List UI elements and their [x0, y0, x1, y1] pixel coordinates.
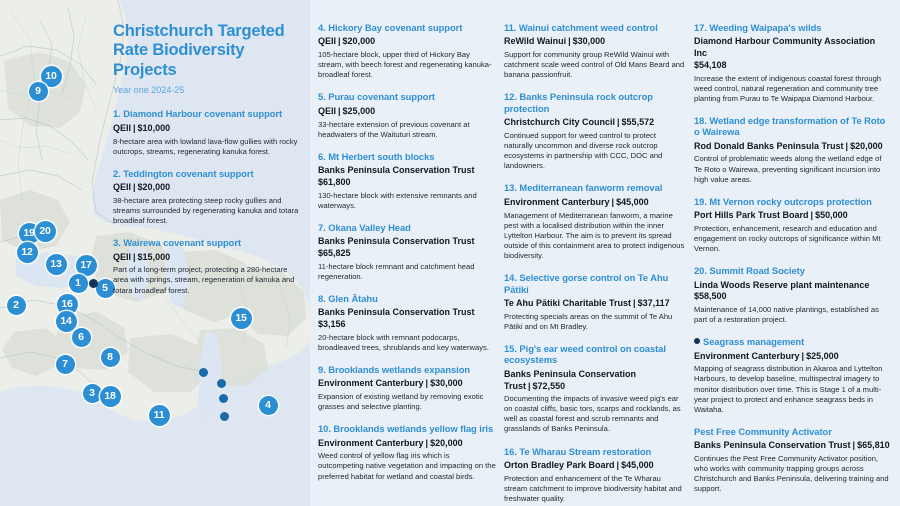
project-funder: Christchurch City Council: [504, 117, 616, 128]
page-title-line2: Rate Biodiversity Projects: [113, 41, 245, 79]
map-marker-5[interactable]: 5: [96, 279, 115, 298]
map-marker-14[interactable]: 14: [56, 311, 77, 332]
map-marker-16[interactable]: 16: [57, 294, 78, 315]
project-amount: $50,000: [815, 210, 848, 221]
project-funder-amount: [694, 210, 890, 222]
map-marker-13[interactable]: 13: [46, 254, 67, 275]
project-title: 8. Glen Ātahu: [318, 292, 378, 304]
project-title: 16. Te Wharau Stream restoration: [504, 445, 652, 457]
project-title: 17. Weeding Waipapa's wilds: [694, 22, 822, 33]
project-funder: Rod Donald Banks Peninsula Trust: [694, 140, 844, 151]
project-entry: [694, 196, 890, 254]
project-funder: QEII: [113, 122, 132, 133]
project-funder-amount: [694, 280, 890, 303]
project-entry: [318, 423, 496, 481]
project-amount: $72,550: [532, 380, 566, 391]
project-amount: $25,000: [342, 105, 376, 116]
map-marker-18[interactable]: 18: [100, 386, 121, 407]
project-title: 2. Teddington covenant support: [113, 167, 254, 179]
project-funder: Banks Peninsula Conservation Trust: [504, 368, 637, 391]
project-entry: [318, 222, 496, 282]
project-amount: $65,810: [857, 440, 890, 451]
project-funder: Banks Peninsula Conservation Trust: [694, 440, 851, 451]
project-entry: [113, 168, 303, 226]
project-entry: [318, 22, 496, 80]
map-site-dot[interactable]: [89, 279, 98, 288]
column-1: [113, 22, 303, 296]
project-amount: $45,000: [616, 196, 649, 207]
map-marker-2[interactable]: 2: [7, 296, 26, 315]
funder-amount-separator: |: [338, 105, 341, 116]
project-title: 19. Mt Vernon rocky outcrops protection: [694, 195, 872, 207]
project-funder: QEII: [318, 105, 337, 116]
project-description: Mapping of seagrass distribution in Akaroa and Lyttelton Harbours, to develop baseline, multispectral imagery to monitor distribution over time. This is Stage 1 of a multi-year project to protect and enhance seagrass beds in Waitaha.: [694, 364, 883, 414]
project-funder: Orton Bradley Park Board: [504, 460, 615, 471]
project-entry: [504, 22, 686, 80]
project-description: Increase the extent of indigenous coastal forest through weed control, natural regeneration and community tree planting from Purau to Te Waipapa Diamond Harbour.: [694, 73, 882, 103]
project-funder-amount: [113, 123, 303, 135]
project-amount: $20,000: [430, 437, 463, 448]
funder-amount-separator: |: [133, 122, 136, 133]
project-funder-amount: [694, 141, 890, 153]
project-funder-amount: [318, 307, 496, 330]
project-description: Support for community group ReWild Wainui with catchment scale weed control of Old Mans Beard and banana passionfruit.: [504, 50, 685, 80]
project-funder: Environment Canterbury: [318, 378, 424, 389]
map-site-dot[interactable]: [217, 379, 226, 388]
project-funder-amount: [504, 460, 686, 472]
project-title: 3. Wairewa covenant support: [113, 237, 242, 249]
project-description: Maintenance of 14,000 native plantings, established as part of a restoration project.: [694, 305, 879, 325]
project-amount: $30,000: [572, 36, 606, 47]
project-description: Expansion of existing wetland by removing exotic grasses and selective planting.: [318, 392, 484, 412]
project-title: 20. Summit Road Society: [694, 265, 805, 277]
project-funder-amount: [318, 438, 496, 450]
map-marker-7[interactable]: 7: [56, 355, 75, 374]
page-title-line1: Christchurch Targeted: [113, 22, 285, 40]
project-entry: [504, 182, 686, 261]
project-title: 7. Okana Valley Head: [318, 221, 411, 233]
map-site-dot[interactable]: [220, 412, 229, 421]
project-title: Pest Free Community Activator: [694, 425, 832, 437]
map-marker-8[interactable]: 8: [101, 348, 120, 367]
project-description: Continues the Pest Free Community Activator position, who works with community trapping groups across Christchurch and Banks Peninsula, delivering training and support.: [694, 453, 889, 494]
funder-amount-separator: |: [845, 140, 849, 151]
project-amount: $58,500: [694, 291, 727, 302]
project-funder: Banks Peninsula Conservation Trust: [318, 307, 475, 318]
bullet-icon: [694, 338, 700, 344]
column-2: [318, 22, 496, 482]
project-amount: $55,572: [621, 117, 655, 128]
map-marker-6[interactable]: 6: [72, 328, 91, 347]
project-amount: $30,000: [430, 378, 463, 389]
project-entry: [694, 426, 890, 495]
funder-amount-separator: |: [633, 298, 636, 308]
project-funder-amount: [504, 369, 686, 392]
project-amount: $45,000: [621, 460, 654, 471]
project-list-3: [504, 22, 686, 504]
project-description: 20-hectare block with remnant podocarps, broadleaved trees, shrublands and key waterways.: [318, 332, 489, 352]
project-amount: $61,800: [318, 176, 351, 187]
project-title: 11. Wainui catchment weed control: [504, 22, 658, 33]
project-title: 13. Mediterranean fanworm removal: [504, 182, 663, 194]
project-title: 4. Hickory Bay covenant support: [318, 22, 463, 33]
project-funder-amount: [504, 36, 686, 48]
project-funder: QEII: [113, 251, 132, 262]
map-marker-15[interactable]: 15: [231, 308, 252, 329]
project-funder-amount: [504, 197, 686, 209]
project-funder: Banks Peninsula Conservation Trust: [318, 165, 475, 176]
project-title: 14. Selective gorse control on Te Ahu Pātiki: [504, 272, 669, 295]
funder-amount-separator: |: [617, 117, 620, 128]
funder-amount-separator: |: [133, 182, 136, 193]
project-funder: Diamond Harbour Community Association Inc: [694, 36, 876, 59]
funder-amount-separator: |: [425, 378, 429, 389]
project-title: 12. Banks Peninsula rock outcrop protection: [504, 91, 653, 114]
project-funder: Environment Canterbury: [504, 196, 610, 207]
project-entry: [318, 293, 496, 353]
map-marker-12[interactable]: 12: [17, 242, 38, 263]
project-description: Continued support for weed control to protect naturally uncommon and diverse rock outcrop ecosystems in partnership with CCC, DOC and landowners.: [504, 131, 663, 171]
funder-amount-separator: |: [338, 36, 341, 47]
project-entry: [694, 265, 890, 325]
project-funder-amount: [318, 236, 496, 259]
project-description: Part of a long-term project, protecting a 280-hectare area with springs, stream, regeneration of kanuka and totara broadleaf forest.: [113, 265, 295, 295]
funder-amount-separator: |: [611, 196, 615, 207]
project-title: 15. Pig's ear weed control on coastal ecosystems: [504, 342, 666, 366]
project-funder-amount: [318, 106, 496, 118]
project-entry: [694, 115, 890, 185]
project-funder-amount: [113, 252, 303, 264]
project-description: 38-hectare area protecting steep rocky gullies and streams surrounded by regenerating kanuka and totara broadleaf forest.: [113, 195, 299, 226]
project-entry: [504, 343, 686, 435]
project-description: 105-hectare block, upper third of Hickory Bay stream, with beech forest and regenerating kanuka-broadleaf forest.: [318, 50, 492, 80]
project-description: Documenting the impacts of invasive weed pig's ear on coastal cliffs, basic tors, scarps and rocklands, as well as coastal forest and scrub remnants and grasslands of Banks Peninsula.: [504, 394, 681, 434]
project-description: Protection and enhancement of the Te Wharau stream catchment to improve biodiversity habitat and freshwater quality.: [504, 473, 682, 503]
project-funder: Environment Canterbury: [694, 350, 800, 361]
funder-amount-separator: |: [801, 350, 805, 361]
map-marker-17[interactable]: 17: [76, 255, 97, 276]
project-funder-amount: [694, 36, 890, 71]
column-3: [504, 22, 686, 504]
project-title: 9. Brooklands wetlands expansion: [318, 363, 471, 375]
map-site-dot[interactable]: [199, 368, 208, 377]
project-amount: $3,156: [318, 319, 346, 329]
project-description: Management of Mediterranean fanworm, a marine pest with a localised distribution within the inner Lyttelton Harbour. The aim is to prevent its spread outside of this containment area to protect indigenous biodiversity.: [504, 210, 685, 260]
project-description: 8-hectare area with lowland lava-flow gullies with rocky outcrops, streams, regenerating kanuka forest.: [113, 136, 298, 156]
project-amount: $65,825: [318, 247, 351, 258]
map-marker-20[interactable]: 20: [35, 221, 56, 242]
project-title: 10. Brooklands wetlands yellow flag iris: [318, 423, 494, 435]
funder-amount-separator: |: [133, 251, 136, 262]
page-title: [113, 22, 303, 80]
project-entry: [318, 151, 496, 211]
project-title: 1. Diamond Harbour covenant support: [113, 108, 283, 120]
project-funder-amount: [504, 298, 686, 310]
project-funder: QEII: [318, 36, 337, 47]
map-marker-4[interactable]: 4: [259, 396, 278, 415]
column-4: [694, 22, 890, 494]
project-list-2: [318, 22, 496, 482]
project-entry: [113, 237, 303, 295]
project-description: 130-hectare block with extensive remnants and waterways.: [318, 190, 477, 210]
project-list-4: [694, 22, 890, 494]
project-amount: $20,000: [342, 36, 376, 47]
project-funder-amount: [318, 165, 496, 188]
project-funder: ReWild Wainui: [504, 36, 567, 47]
funder-amount-separator: |: [810, 210, 814, 221]
project-funder: Linda Woods Reserve plant maintenance: [694, 279, 870, 290]
project-amount: $54,108: [694, 59, 727, 70]
project-funder-amount: [694, 351, 890, 363]
project-funder-amount: [504, 117, 686, 129]
map-marker-10[interactable]: 10: [41, 66, 62, 87]
funder-amount-separator: |: [616, 460, 620, 471]
project-amount: $20,000: [850, 140, 883, 151]
map-marker-1[interactable]: 1: [69, 274, 88, 293]
project-amount: $37,117: [637, 298, 670, 308]
funder-amount-separator: |: [852, 440, 856, 451]
project-title: 6. Mt Herbert south blocks: [318, 150, 435, 162]
project-funder: Te Ahu Pātiki Charitable Trust: [504, 298, 632, 308]
map-marker-11[interactable]: 11: [149, 405, 170, 426]
project-entry: [318, 91, 496, 139]
project-entry: [504, 272, 686, 332]
map-marker-9[interactable]: 9: [29, 82, 48, 101]
project-title: [694, 336, 890, 347]
project-funder: QEII: [113, 182, 132, 193]
project-title: 5. Purau covenant support: [318, 91, 435, 103]
project-amount: $25,000: [806, 350, 839, 361]
project-funder: Port Hills Park Trust Board: [694, 210, 809, 221]
project-funder-amount: [318, 36, 496, 48]
project-list-1: [113, 108, 303, 295]
map-marker-3[interactable]: 3: [83, 384, 102, 403]
funder-amount-separator: |: [425, 437, 429, 448]
project-description: Control of problematic weeds along the wetland edge of Te Roto o Wairewa, preventing significant incursion into high value areas.: [694, 154, 882, 184]
project-entry: [694, 22, 890, 104]
project-funder-amount: [694, 440, 890, 452]
project-description: Protecting specials areas on the summit of Te Ahu Pātiki and on Mt Bradley.: [504, 311, 673, 331]
project-amount: $10,000: [137, 122, 171, 133]
funder-amount-separator: |: [568, 36, 571, 47]
project-description: 33-hectare extension of previous covenant at headwaters of the Waituturi stream.: [318, 119, 470, 139]
project-entry: [504, 91, 686, 171]
project-title: 18. Wetland edge transformation of Te Roto o Wairewa: [694, 114, 886, 138]
project-amount: $20,000: [137, 182, 171, 193]
project-title-text: Seagrass management: [703, 336, 805, 348]
page-subtitle: Year one 2024-25: [113, 85, 185, 96]
project-description: Protection, enhancement, research and education and engagement on rocky outcrops of significance within Mt Vernon.: [694, 223, 881, 254]
project-description: 11-hectare block remnant and catchment head regeneration.: [318, 261, 475, 281]
project-funder: Banks Peninsula Conservation Trust: [318, 236, 475, 247]
funder-amount-separator: |: [528, 380, 531, 391]
project-entry: [318, 364, 496, 412]
project-entry: [113, 108, 303, 156]
map-site-dot[interactable]: [219, 394, 228, 403]
project-funder-amount: [113, 182, 303, 194]
project-entry: [694, 336, 890, 415]
project-entry: [504, 446, 686, 504]
project-description: Weed control of yellow flag iris which is outcompeting native vegetation and impacting on the preferred habitat for wetland and coastal birds.: [318, 451, 496, 481]
project-funder: Environment Canterbury: [318, 437, 424, 448]
project-amount: $15,000: [137, 251, 171, 262]
project-funder-amount: [318, 378, 496, 390]
map-marker-19[interactable]: 19: [19, 223, 40, 244]
